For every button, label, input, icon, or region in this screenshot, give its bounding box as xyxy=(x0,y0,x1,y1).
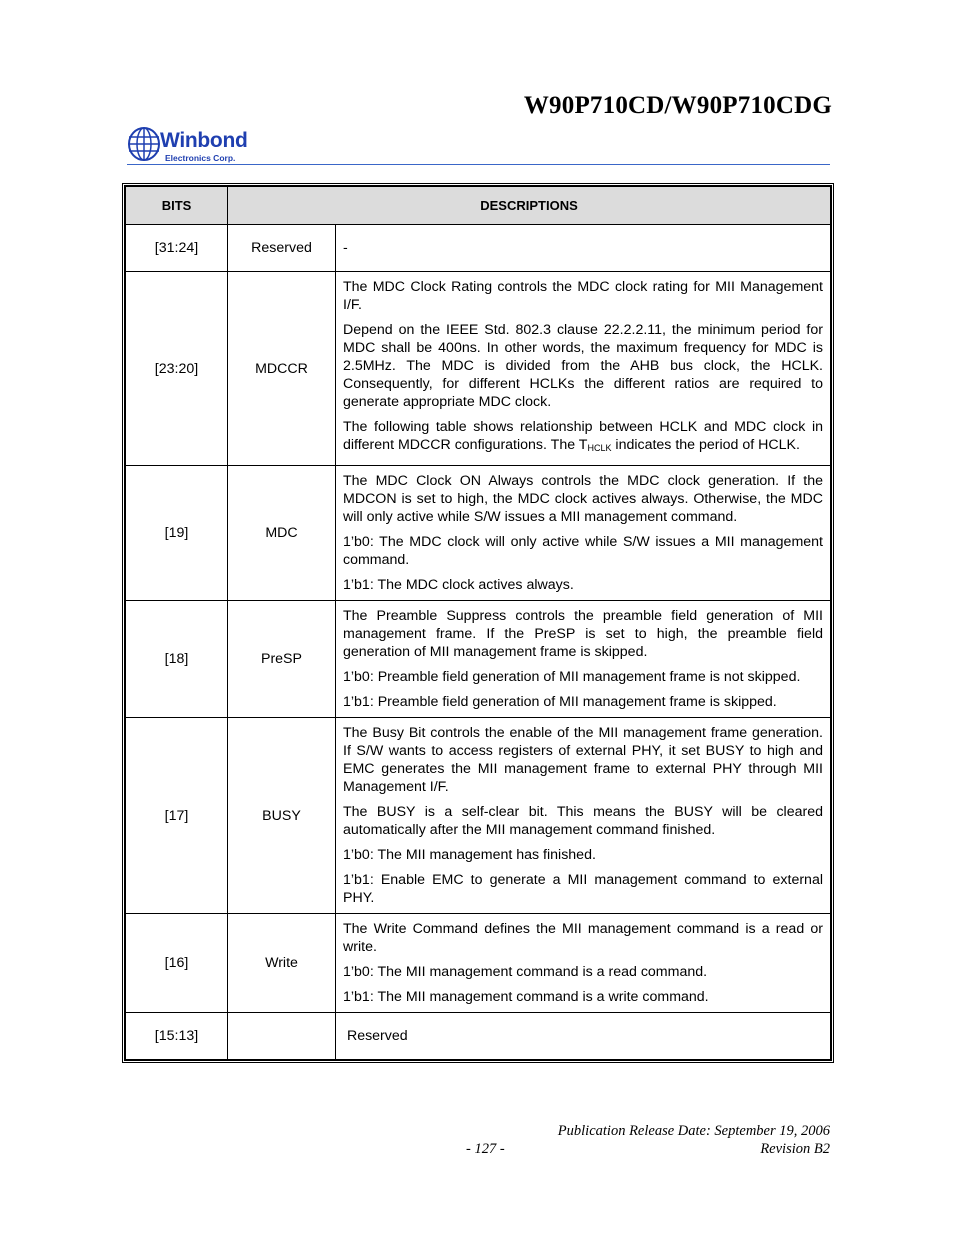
description-paragraph: 1’b1: Enable EMC to generate a MII management command to external PHY. xyxy=(343,872,823,906)
row-field-name: MDC xyxy=(228,466,336,601)
description-paragraph: 1’b0: Preamble field generation of MII management frame is not skipped. xyxy=(343,669,801,685)
row-bits: [31:24] xyxy=(126,225,228,272)
row-bits: [19] xyxy=(126,466,228,601)
row-description xyxy=(336,601,831,718)
table-row xyxy=(126,1013,831,1060)
table-row xyxy=(126,225,831,272)
row-field-name: Reserved xyxy=(228,225,336,272)
revision-label: Revision B2 xyxy=(760,1141,830,1157)
description-text: indicates the period of HCLK. xyxy=(611,437,800,453)
description-paragraph: The Busy Bit controls the enable of the MII management frame generation. If S/W wants to access registers of external PHY, it set BUSY to high and EMC generates the MII management frame to external PHY through MII Management I/F. xyxy=(343,725,823,795)
publication-release-date: Publication Release Date: September 19, 2006 xyxy=(557,1123,830,1139)
row-bits: [16] xyxy=(126,914,228,1013)
document-title: W90P710CD/W90P710CDG xyxy=(523,92,832,119)
row-field-name: BUSY xyxy=(228,718,336,914)
description-paragraph: 1’b0: The MII management command is a read command. xyxy=(343,964,708,980)
table-header-row xyxy=(126,187,831,225)
description-paragraph: 1’b1: Preamble field generation of MII management frame is skipped. xyxy=(343,694,777,710)
description-paragraph: Reserved xyxy=(343,1028,408,1044)
description-paragraph: The BUSY is a self-clear bit. This means the BUSY will be cleared automatically after the MII management command finished. xyxy=(343,804,823,838)
column-header-descriptions: DESCRIPTIONS xyxy=(228,187,831,225)
row-field-name: Write xyxy=(228,914,336,1013)
row-description xyxy=(336,466,831,601)
row-description xyxy=(336,1013,831,1060)
row-description xyxy=(336,914,831,1013)
logo-wordmark: Winbond xyxy=(160,129,248,152)
row-bits: [17] xyxy=(126,718,228,914)
table-row xyxy=(126,466,831,601)
subscript-text: HCLK xyxy=(587,443,612,453)
logo-subtitle: Electronics Corp. xyxy=(165,153,236,163)
row-bits: [18] xyxy=(126,601,228,718)
description-paragraph: - xyxy=(343,240,348,256)
description-paragraph: 1’b1: The MDC clock actives always. xyxy=(343,577,574,593)
register-table xyxy=(122,183,834,1063)
description-paragraph: Depend on the IEEE Std. 802.3 clause 22.2.2.11, the minimum period for MDC shall be 400ns. In other words, the maximum frequency for MDC is 2.5MHz. The MDC is divided from the AHB bus clock, the HCLK. Consequently, for different HCLKs the different ratios are required to generate appropriate MDC clock. xyxy=(343,322,823,410)
description-paragraph: The Write Command defines the MII management command is a read or write. xyxy=(343,921,823,955)
page-number: - 127 - xyxy=(466,1141,505,1157)
description-paragraph xyxy=(343,418,823,457)
table-row xyxy=(126,914,831,1013)
description-paragraph: The MDC Clock Rating controls the MDC clock rating for MII Management I/F. xyxy=(343,279,823,313)
description-paragraph: 1’b0: The MII management has finished. xyxy=(343,847,596,863)
description-paragraph: 1’b0: The MDC clock will only active while S/W issues a MII management command. xyxy=(343,534,823,568)
description-text: The following table shows relationship between HCLK and MDC clock in different MDCCR configurations. The T xyxy=(343,419,823,453)
description-paragraph: The Preamble Suppress controls the preamble field generation of MII management frame. If the PreSP is set to high, the preamble field generation of MII management frame is skipped. xyxy=(343,608,823,660)
row-field-name: PreSP xyxy=(228,601,336,718)
table-row xyxy=(126,272,831,466)
row-description xyxy=(336,225,831,272)
row-bits: [23:20] xyxy=(126,272,228,466)
description-paragraph: The MDC Clock ON Always controls the MDC clock generation. If the MDCON is set to high, the MDC clock actives always. Otherwise, the MDC will only active while S/W issues a MII management command. xyxy=(343,473,823,525)
row-description xyxy=(336,272,831,466)
header-divider xyxy=(127,164,830,165)
description-paragraph: 1’b1: The MII management command is a write command. xyxy=(343,989,709,1005)
row-bits: [15:13] xyxy=(126,1013,228,1060)
row-field-name xyxy=(228,1013,336,1060)
table-row xyxy=(126,718,831,914)
row-description xyxy=(336,718,831,914)
row-field-name: MDCCR xyxy=(228,272,336,466)
table-row xyxy=(126,601,831,718)
globe-icon xyxy=(127,125,161,163)
winbond-logo xyxy=(127,125,257,165)
column-header-bits: BITS xyxy=(126,187,228,225)
